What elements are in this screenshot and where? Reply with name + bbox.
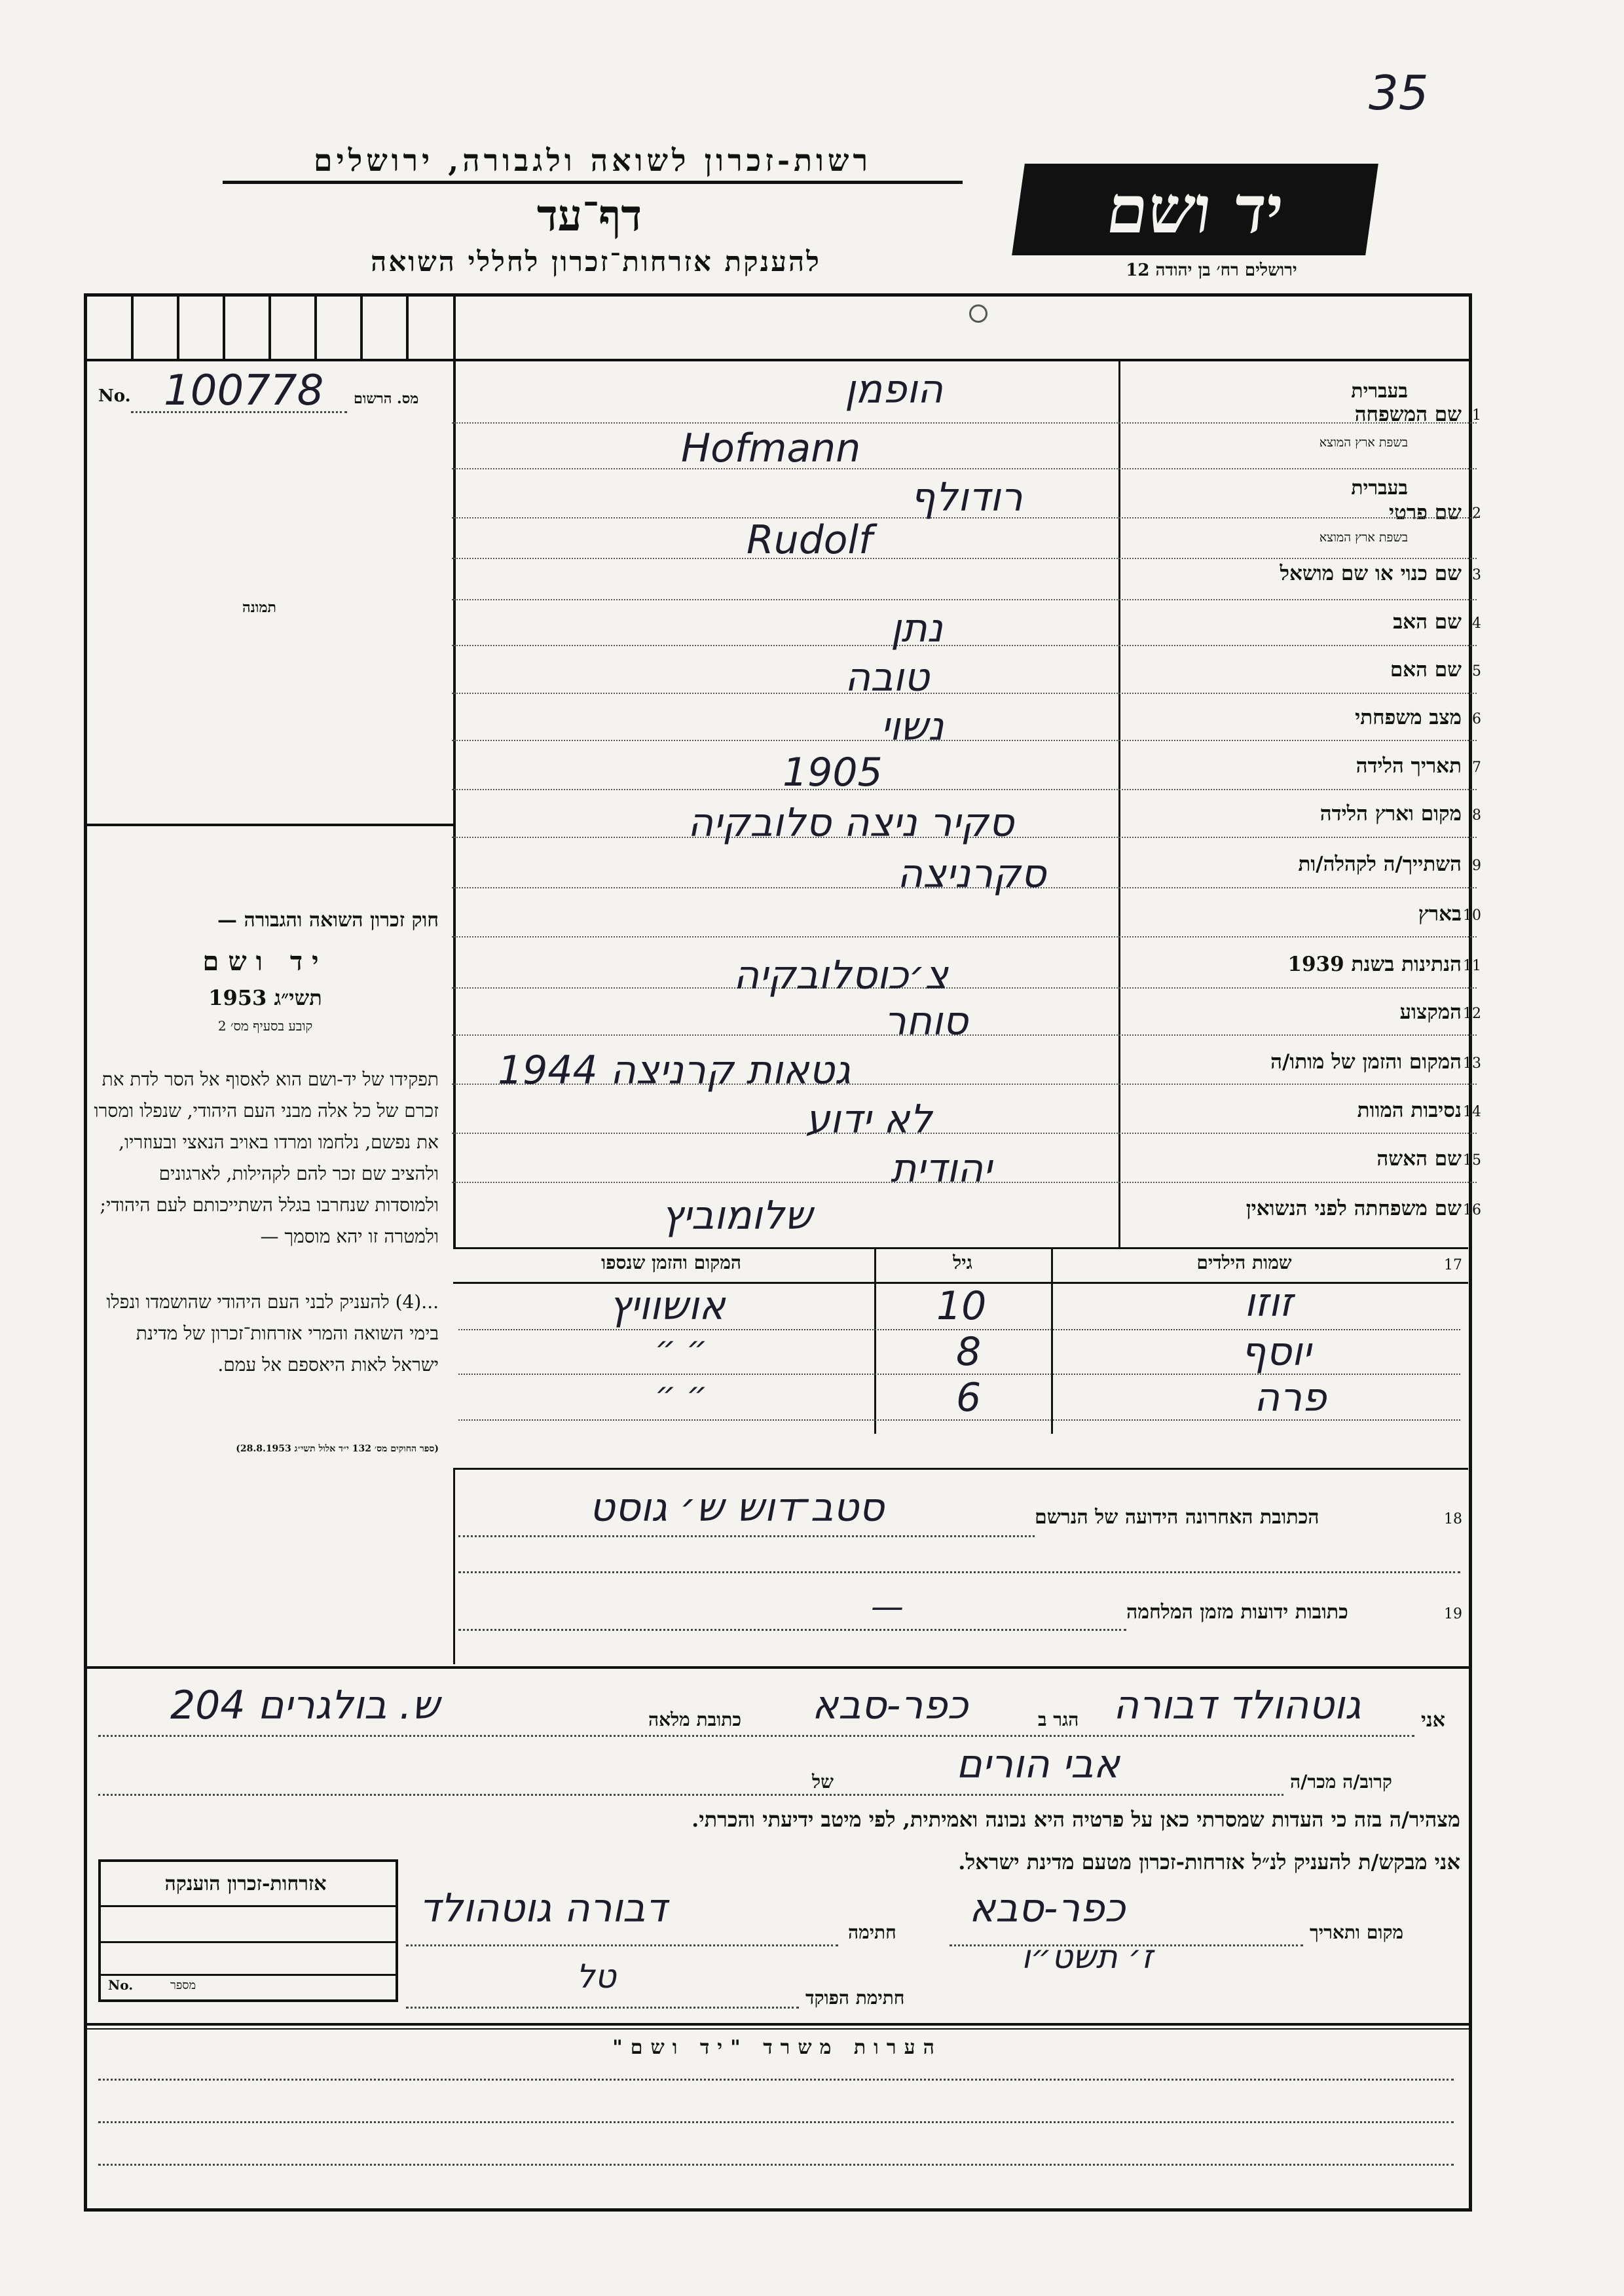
field4-label: שם האב bbox=[1393, 610, 1462, 634]
field8-num: 8 bbox=[1472, 807, 1481, 824]
field19-value: — bbox=[871, 1588, 904, 1626]
field2-num: 2 bbox=[1472, 505, 1481, 522]
field6-value: נשוי bbox=[881, 704, 944, 750]
field15-value: יהודית bbox=[891, 1146, 992, 1192]
signature-label: חתימה bbox=[848, 1922, 896, 1943]
field7-value: 1905 bbox=[783, 750, 883, 795]
law-paragraph-2: ...(4) להעניק לבני העם היהודי שהושמדו ונפלו בימי השואה והמרי אזרחות־זכרון של מדינת ישראל לאות היאספם אל עמם. bbox=[106, 1291, 439, 1376]
field18-value: סטב־דוש ש׳ גוסט bbox=[589, 1485, 885, 1531]
field1-num: 1 bbox=[1472, 407, 1481, 424]
child2-place: ״ ״ bbox=[655, 1329, 708, 1367]
field11-label: הנתינות בשנת 1939 bbox=[1287, 953, 1462, 976]
field16-value: שלומוביץ bbox=[661, 1193, 813, 1239]
grant-box-title: אזרחות-זכרון הוענקה bbox=[164, 1872, 327, 1895]
child2-name: יוסף bbox=[1241, 1329, 1312, 1375]
field19-label: כתובות ידועות מזמן המלחמה bbox=[1126, 1601, 1348, 1624]
field13-num: 13 bbox=[1463, 1055, 1481, 1072]
resident-label: הגר ב bbox=[1038, 1709, 1079, 1730]
child1-place: אושוויץ bbox=[609, 1283, 726, 1329]
declaration-statement-1: מצהיר/ה בזה כי העדות שמסרתי כאן על פרטיה היא נכונה ואמיתית, לפי מיטב ידיעתי והכרתי. bbox=[692, 1807, 1460, 1832]
field8-label: מקום וארץ הלידה bbox=[1320, 802, 1462, 826]
field7-label: תאריך הלידה bbox=[1356, 754, 1462, 778]
authority-title: רשות-זכרון לשואה ולגבורה, ירושלים bbox=[223, 143, 963, 184]
field15-label: שם האשה bbox=[1376, 1147, 1462, 1171]
place-date-label: מקום ותאריך bbox=[1310, 1922, 1404, 1943]
field11-value: צ׳כוסלובקיה bbox=[733, 953, 948, 998]
field14-num: 14 bbox=[1463, 1104, 1481, 1120]
declarant-city: כפר-סבא bbox=[812, 1683, 969, 1728]
field18-num: 18 bbox=[1444, 1511, 1462, 1527]
field15-num: 15 bbox=[1463, 1152, 1481, 1169]
law-paragraph-1: תפקידו של יד-ושם הוא לאסוף אל הסר לדת את זכרם של כל אלה מבני העם היהודי, שנפלו ומסרו את נפשם, נלחמו ומרדו באויב הנאצי ובעוזריו, ולהציב שם זכר להם לקהילות, לארגונים ולמוסדות שנחרבו בגלל השתייכותם לעם היהודי; ולמטרה זו יהא מוסמך — bbox=[94, 1068, 439, 1247]
field10-num: 10 bbox=[1463, 907, 1481, 924]
grant-box-number-label: מספר bbox=[170, 1978, 196, 1992]
law-title: חוק זכרון השואה והגבורה — bbox=[217, 909, 439, 932]
officer-label: חתימת הפוקד bbox=[805, 1987, 905, 2009]
field1-sub-hebrew: בעברית bbox=[1351, 380, 1408, 403]
registration-no-label: No. bbox=[98, 386, 131, 406]
field9-label: השתייך/ה לקהלה/ות bbox=[1298, 852, 1462, 876]
child3-age: 6 bbox=[956, 1375, 982, 1421]
field14-value: לא ידוע bbox=[805, 1097, 932, 1142]
field1-label: שם המשפחה bbox=[1354, 403, 1462, 426]
field9-num: 9 bbox=[1472, 858, 1481, 874]
declarant-signature: דבורה גוטהולד bbox=[419, 1886, 667, 1931]
child3-place: ״ ״ bbox=[655, 1375, 708, 1413]
field2-sub-hebrew: בעברית bbox=[1351, 477, 1408, 500]
child2-age: 8 bbox=[956, 1329, 982, 1375]
field2-value-origin: Rudolf bbox=[747, 517, 873, 563]
field6-label: מצב משפחתי bbox=[1355, 706, 1462, 729]
field5-value: טובה bbox=[845, 655, 930, 701]
field19-num: 19 bbox=[1444, 1606, 1462, 1622]
law-section: קובע בסעיף מס׳ 2 bbox=[217, 1018, 313, 1034]
punch-hole-icon bbox=[969, 304, 987, 323]
officer-signature: טל bbox=[576, 1958, 616, 1995]
yad-vashem-logo: יד ושם bbox=[1012, 164, 1378, 255]
relation-value: אבי הורים bbox=[956, 1741, 1120, 1787]
children-col-place: המקום והזמן שנספו bbox=[601, 1252, 741, 1273]
field5-num: 5 bbox=[1472, 663, 1481, 680]
child1-age: 10 bbox=[936, 1283, 987, 1329]
declaration-date: ז׳ תשט״ו bbox=[1022, 1938, 1153, 1976]
declaration-statement-2: אני מבקש/ת להעניק לנ״ל אזרחות-זכרון מטעם מדינת ישראל. bbox=[958, 1850, 1460, 1874]
child3-name: פרה bbox=[1254, 1375, 1327, 1421]
field18-label: הכתובת האחרונה הידועה של הנרשם bbox=[1035, 1506, 1320, 1529]
grant-box-no-label: No. bbox=[108, 1977, 134, 1993]
declaration-i-label: אני bbox=[1421, 1709, 1445, 1732]
registration-number: 100778 bbox=[164, 367, 324, 415]
field10-label: בארץ bbox=[1418, 902, 1462, 926]
field12-num: 12 bbox=[1463, 1006, 1481, 1022]
field1-sub-origin: בשפת ארץ המוצא bbox=[1319, 435, 1408, 450]
field3-num: 3 bbox=[1472, 567, 1481, 583]
field1-value-origin: Hofmann bbox=[681, 426, 861, 471]
field14-label: נסיבות המוות bbox=[1357, 1099, 1462, 1122]
field4-value: נתן bbox=[891, 606, 943, 651]
field2-label: שם פרטי bbox=[1388, 501, 1462, 524]
address-label: כתובת מלאה bbox=[648, 1709, 742, 1730]
field12-value: סוחר bbox=[884, 998, 969, 1044]
field13-label: המקום והזמן של מותו/ה bbox=[1270, 1050, 1462, 1074]
field2-value-hebrew: רודולף bbox=[910, 475, 1023, 520]
relative-label: קרוב/ה מכר/ה bbox=[1290, 1771, 1392, 1793]
field6-num: 6 bbox=[1472, 711, 1481, 727]
children-num: 17 bbox=[1444, 1257, 1462, 1273]
field11-num: 11 bbox=[1463, 958, 1481, 974]
law-year: תשי״ג 1953 bbox=[208, 985, 322, 1010]
field5-label: שם האם bbox=[1390, 658, 1462, 682]
registration-label: מס. הרשום bbox=[354, 390, 419, 407]
children-col-names: שמות הילדים bbox=[1196, 1252, 1292, 1273]
field16-num: 16 bbox=[1463, 1202, 1481, 1218]
declarant-address: ש. בולגרים 204 bbox=[170, 1683, 440, 1728]
of-label: של bbox=[812, 1771, 834, 1793]
field13-value: גטאות קרניצה 1944 bbox=[498, 1048, 851, 1093]
child1-name: זוזו bbox=[1244, 1280, 1293, 1326]
law-footnote: (ספר החוקים מס׳ 132 י״ד אלול תשי״ג 28.8.1953) bbox=[236, 1444, 439, 1454]
declarant-name: גוטהולד דבורה bbox=[1113, 1683, 1361, 1728]
address: ירושלים רח׳ בן יהודה 12 bbox=[1126, 261, 1297, 280]
children-col-age: גיל bbox=[953, 1252, 972, 1273]
field2-sub-origin: בשפת ארץ המוצא bbox=[1319, 530, 1408, 545]
field4-num: 4 bbox=[1472, 615, 1481, 632]
form-title: דף־עד bbox=[536, 190, 642, 241]
declaration-place: כפר-סבא bbox=[969, 1886, 1126, 1931]
field16-label: שם משפחתה לפני הנשואין bbox=[1246, 1197, 1462, 1220]
field9-value: סקרניצה bbox=[897, 851, 1046, 897]
field3-label: שם כנוי או שם מושאל bbox=[1280, 562, 1462, 585]
page-number: 35 bbox=[1369, 65, 1429, 120]
photo-label: תמונה bbox=[242, 599, 276, 616]
form-subtitle: להענקת אזרחות־זכרון לחללי השואה bbox=[371, 246, 821, 278]
field7-num: 7 bbox=[1472, 759, 1481, 776]
field12-label: המקצוע bbox=[1399, 1000, 1462, 1024]
field8-value: סקיר ניצה סלובקיה bbox=[688, 800, 1014, 846]
law-name: יד ושם bbox=[202, 946, 328, 977]
notes-title: הערות משרד "יד ושם" bbox=[612, 2036, 942, 2059]
field1-value-hebrew: הופמן bbox=[845, 367, 944, 412]
